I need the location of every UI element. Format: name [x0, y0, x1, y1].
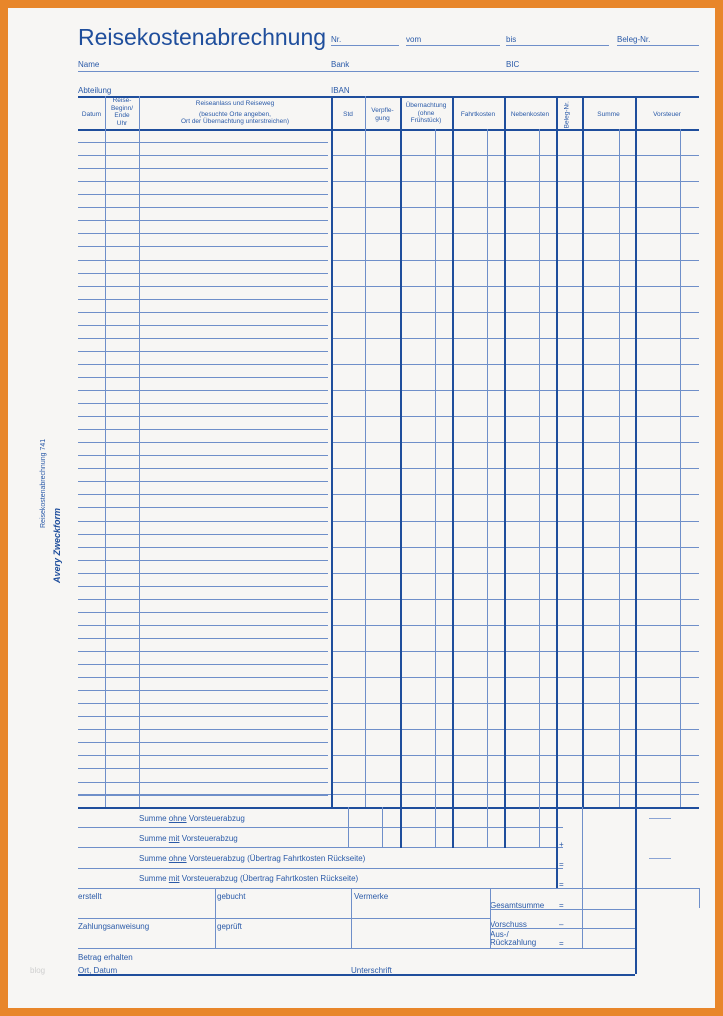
grid-row-line-time: [105, 442, 139, 443]
grid-row-line-time: [105, 220, 139, 221]
footer-line: [78, 948, 635, 949]
summary-row-line: [78, 868, 563, 869]
summary-top-rule: [78, 807, 699, 809]
grid-row-line-right: [331, 494, 699, 495]
grid-row-line-time: [105, 181, 139, 182]
gesamtsumme-line: [490, 909, 635, 910]
vorschuss-label: Vorschuss: [490, 920, 527, 929]
grid-row-line-time: [105, 690, 139, 691]
footer-mid-line: [78, 918, 490, 919]
grid-row-line-right: [331, 703, 699, 704]
grid-row-line-time: [105, 612, 139, 613]
grid-row-line-time: [105, 521, 139, 522]
footer-col: [699, 888, 700, 908]
aus-rueckzahlung-label: [490, 931, 536, 947]
grid-row-line-time: [105, 729, 139, 730]
grid-row-line-right: [331, 416, 699, 417]
grid-row-line-time: [105, 325, 139, 326]
grid-row-line-time: [105, 560, 139, 561]
vorsteuer-dash-1: [649, 818, 671, 819]
summary-col: [504, 807, 506, 848]
col-uebern-l3: Frühstück): [410, 117, 442, 124]
summary-col: [487, 807, 488, 848]
summary-row-line: [78, 847, 563, 848]
grid-row-line-time: [105, 429, 139, 430]
summe-mit-label: Summe mit Vorsteuerabzug: [139, 834, 238, 843]
grid-row-line-time: [105, 768, 139, 769]
col-summe: Summe: [597, 111, 620, 118]
grid-row-line-time: [105, 273, 139, 274]
col-line: [105, 96, 106, 807]
col-reise-l2: Beginn/: [110, 104, 134, 112]
summe-ohne-label: Summe ohne Vorsteuerabzug: [139, 814, 245, 823]
grid-row-line-time: [105, 233, 139, 234]
bis-label: bis: [506, 35, 517, 44]
col-line-thick: [582, 96, 584, 807]
grid-row-line-time: [105, 494, 139, 495]
betrag-erhalten-label: Betrag erhalten: [78, 953, 133, 962]
form-sheet: [8, 8, 715, 1008]
watermark: blog: [30, 966, 46, 975]
col-verpf-l2: gung: [375, 114, 390, 122]
beleg-nr-label: Beleg-Nr.: [617, 35, 651, 44]
col-line-thick: [331, 96, 333, 807]
grid-row-line-time: [105, 403, 139, 404]
avery-logo: Avery Zweckform: [52, 507, 62, 583]
grid-row-line-time: [105, 507, 139, 508]
col-uebern-l2: (ohne: [417, 109, 435, 117]
grid-row-line-right: [331, 573, 699, 574]
col-uebern-l1: Übernachtung: [405, 102, 447, 109]
col-sub-line: [680, 129, 681, 807]
footer-col: [490, 888, 491, 948]
geprueft-label: geprüft: [217, 922, 242, 931]
grid-row-line-time: [105, 638, 139, 639]
grid-row-line-time: [105, 586, 139, 587]
footer-col: [351, 888, 352, 948]
table-header-bottom-rule: [78, 129, 699, 131]
summary-col: [435, 807, 436, 848]
bic-label: BIC: [506, 60, 520, 69]
nr-field-line[interactable]: [331, 45, 399, 46]
gesamtsumme-label: Gesamtsumme: [490, 901, 545, 910]
plus-sign-1: +: [559, 840, 564, 849]
gebucht-label: gebucht: [217, 892, 246, 901]
col-sub-line: [619, 129, 620, 807]
rueckzahlung-label: Rückzahlung: [490, 938, 537, 947]
col-std: Std: [343, 111, 353, 118]
grid-row-line-right: [331, 233, 699, 234]
summary-col: [582, 807, 583, 948]
summary-row-line: [78, 827, 563, 828]
summary-col: [452, 807, 454, 848]
col-verpf-l1: Verpfle-: [371, 107, 394, 114]
abteilung-label: Abteilung: [78, 86, 112, 95]
grid-row-line-time: [105, 782, 139, 783]
grid-row-line-right: [331, 260, 699, 261]
col-uebernachtung: [400, 102, 452, 125]
col-line: [365, 96, 366, 807]
grid-row-line-time: [105, 755, 139, 756]
col-datum: Datum: [81, 111, 102, 118]
form-title: Reisekostenabrechnung: [78, 24, 327, 50]
grid-row-line-right: [331, 782, 699, 783]
grid-row-line-time: [105, 364, 139, 365]
grid-row-line-right: [331, 442, 699, 443]
grid-row-line-time: [105, 260, 139, 261]
zahlungsanweisung-label: Zahlungsanweisung: [78, 922, 150, 931]
side-form-number: Reisekostenabrechnung 741: [40, 438, 47, 528]
iban-label: IBAN: [331, 86, 350, 95]
summary-col: [539, 807, 540, 848]
grid-row-line-time: [105, 481, 139, 482]
grid-row-line-time: [105, 155, 139, 156]
grid-row-line-right: [331, 181, 699, 182]
plus-sign-2: =: [559, 880, 564, 889]
summary-col: [382, 807, 383, 848]
col-reise: [105, 97, 139, 127]
col-reise-l1: Reise-: [112, 97, 132, 104]
grid-row-line-right: [331, 207, 699, 208]
col-sub-line: [435, 129, 436, 807]
grid-row-line-right: [331, 755, 699, 756]
col-anlass-l2: (besuchte Orte angeben,: [199, 110, 271, 118]
col-anlass-l1: Reiseanlass und Reiseweg: [195, 100, 275, 107]
grid-row-line-time: [105, 795, 139, 796]
grid-row-line-time: [105, 246, 139, 247]
col-verpflegung: [365, 107, 400, 122]
summary-col: [348, 807, 349, 848]
grid-row-line-right: [331, 651, 699, 652]
col-fahrtkosten: Fahrtkosten: [460, 111, 496, 118]
col-line-thick: [556, 96, 558, 807]
minus-sign: –: [559, 920, 564, 929]
col-anlass-l3: Ort der Übernachtung unterstreichen): [180, 118, 290, 125]
grid-row-line-right: [331, 338, 699, 339]
footer-bottom-rule: [78, 974, 635, 976]
col-line-thick: [504, 96, 506, 807]
name-bank-line[interactable]: [78, 71, 699, 72]
eq-sign-2: =: [559, 901, 564, 910]
ort-datum-label: Ort, Datum: [78, 966, 118, 975]
grid-row-line-time: [105, 716, 139, 717]
grid-row-line-time: [105, 168, 139, 169]
vorschuss-line: [490, 928, 635, 929]
grid-row-line-right: [331, 677, 699, 678]
col-beleg-nr: Beleg-Nr.: [563, 101, 571, 129]
table-top-rule: [78, 96, 699, 98]
col-anlass: [139, 100, 331, 126]
grid-row-line-time: [105, 651, 139, 652]
grid-row-line-time: [105, 677, 139, 678]
bis-field-line[interactable]: [506, 45, 609, 46]
eq-sign-1: =: [559, 860, 564, 869]
footer-col: [215, 888, 216, 948]
col-sub-line: [539, 129, 540, 807]
eq-sign-3: =: [559, 939, 564, 948]
erstellt-label: erstellt: [78, 892, 102, 901]
vom-field-line[interactable]: [406, 45, 500, 46]
vermerke-label: Vermerke: [354, 892, 389, 901]
grid-row-line-right: [331, 312, 699, 313]
grid-row-line-time: [105, 742, 139, 743]
grid-row-line-time: [105, 573, 139, 574]
grid-row-line-time: [105, 599, 139, 600]
beleg-nr-field-line[interactable]: [617, 45, 699, 46]
grid-row-line-right: [331, 468, 699, 469]
grid-row-line-time: [105, 625, 139, 626]
col-line-thick: [452, 96, 454, 807]
grid-row-line-time: [105, 455, 139, 456]
table-body-bottom: [78, 794, 699, 795]
grid-row-line-right: [331, 547, 699, 548]
bank-label: Bank: [331, 60, 350, 69]
grid-row-line-right: [331, 521, 699, 522]
summary-row-line: [78, 888, 699, 889]
grid-row-line-right: [331, 729, 699, 730]
grid-row-line-right: [331, 286, 699, 287]
grid-row-line-time: [105, 547, 139, 548]
col-vorsteuer: Vorsteuer: [653, 111, 681, 118]
vom-label: vom: [406, 35, 422, 44]
grid-row-line-time: [105, 312, 139, 313]
grid-row-line-time: [105, 377, 139, 378]
footer-col: [635, 888, 637, 974]
col-line-thick: [400, 96, 402, 807]
col-line: [139, 96, 140, 807]
col-reise-l3: Ende: [114, 112, 130, 119]
grid-row-line-time: [105, 207, 139, 208]
summary-col: [400, 807, 402, 848]
grid-row-line-time: [105, 416, 139, 417]
col-nebenkosten: Nebenkosten: [510, 111, 550, 118]
grid-row-line-right: [331, 364, 699, 365]
col-reise-l4: Uhr: [116, 119, 128, 127]
grid-row-line-right: [331, 155, 699, 156]
col-sub-line: [487, 129, 488, 807]
summe-mit-uebertrag-label: Summe mit Vorsteuerabzug (Übertrag Fahrtkosten Rückseite): [139, 874, 359, 883]
grid-row-line-time: [105, 703, 139, 704]
summary-col: [556, 807, 558, 888]
nr-label: Nr.: [331, 35, 342, 44]
grid-row-line-right: [331, 390, 699, 391]
grid-row-line-time: [105, 534, 139, 535]
grid-row-line-time: [105, 664, 139, 665]
unterschrift-label: Unterschrift: [351, 966, 392, 975]
grid-row-line-time: [105, 351, 139, 352]
vorsteuer-dash-2: [649, 858, 671, 859]
grid-row-line-time: [105, 299, 139, 300]
grid-row-line-right: [331, 625, 699, 626]
grid-row-line-time: [105, 286, 139, 287]
grid-row-line-right: [331, 599, 699, 600]
summe-ohne-uebertrag-label: Summe ohne Vorsteuerabzug (Übertrag Fahrtkosten Rückseite): [139, 854, 366, 863]
grid-row-line-time: [105, 338, 139, 339]
grid-row-line-time: [105, 468, 139, 469]
name-label: Name: [78, 60, 100, 69]
grid-row-line-time: [105, 390, 139, 391]
aus-label: Aus-/: [490, 930, 509, 939]
col-line-thick: [635, 96, 637, 888]
grid-row-line-time: [105, 142, 139, 143]
grid-row-line-time: [105, 194, 139, 195]
